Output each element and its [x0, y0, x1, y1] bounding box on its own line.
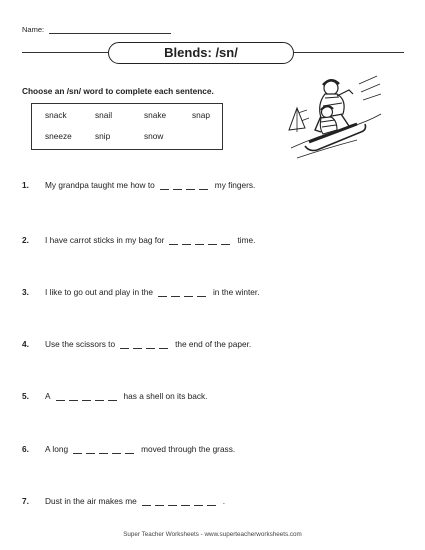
- letter-blank[interactable]: [207, 497, 216, 506]
- question-text-before: Use the scissors to: [45, 339, 116, 349]
- letter-blank[interactable]: [86, 445, 95, 454]
- question-text-before: My grandpa taught me how to: [45, 180, 155, 190]
- word-bank-item: snap: [192, 110, 210, 120]
- letter-blank[interactable]: [69, 392, 78, 401]
- word-bank-item: snip: [95, 131, 111, 141]
- letter-blank[interactable]: [159, 340, 168, 349]
- page-title: Blends: /sn/: [108, 42, 294, 64]
- question-text-after: .: [222, 496, 226, 506]
- letter-blank[interactable]: [160, 181, 169, 190]
- question-row: [22, 496, 225, 506]
- letter-blank[interactable]: [182, 236, 191, 245]
- letter-blank[interactable]: [171, 288, 180, 297]
- letter-blank[interactable]: [146, 340, 155, 349]
- question-text-before: A long: [45, 444, 69, 454]
- question-text-after: the end of the paper.: [175, 339, 252, 349]
- question-text-before: Dust in the air makes me: [45, 496, 137, 506]
- question-text-after: has a shell on its back.: [123, 391, 208, 401]
- footer: Super Teacher Worksheets - www.superteacherworksheets.com: [123, 531, 302, 538]
- answer-blanks[interactable]: [160, 181, 212, 190]
- letter-blank[interactable]: [199, 181, 208, 190]
- letter-blank[interactable]: [99, 445, 108, 454]
- letter-blank[interactable]: [120, 340, 129, 349]
- question-text-after: time.: [237, 235, 256, 245]
- name-line[interactable]: [49, 25, 171, 34]
- word-bank-item: sneeze: [45, 131, 72, 141]
- question-row: [22, 235, 255, 245]
- question-row: [22, 180, 255, 190]
- letter-blank[interactable]: [125, 445, 134, 454]
- letter-blank[interactable]: [173, 181, 182, 190]
- letter-blank[interactable]: [186, 181, 195, 190]
- question-text-before: I have carrot sticks in my bag for: [45, 235, 165, 245]
- instructions: Choose an /sn/ word to complete each sentence.: [22, 86, 214, 96]
- question-number: 1.: [22, 180, 29, 190]
- letter-blank[interactable]: [168, 497, 177, 506]
- question-text-before: I like to go out and play in the: [45, 287, 153, 297]
- letter-blank[interactable]: [73, 445, 82, 454]
- title-banner: [22, 42, 404, 64]
- question-row: [22, 391, 207, 401]
- question-number: 3.: [22, 287, 29, 297]
- question-number: 6.: [22, 444, 29, 454]
- letter-blank[interactable]: [181, 497, 190, 506]
- question-text-after: in the winter.: [212, 287, 260, 297]
- letter-blank[interactable]: [56, 392, 65, 401]
- letter-blank[interactable]: [82, 392, 91, 401]
- word-bank: [31, 103, 223, 150]
- question-row: [22, 339, 251, 349]
- question-row: [22, 287, 260, 297]
- question-number: 4.: [22, 339, 29, 349]
- letter-blank[interactable]: [169, 236, 178, 245]
- question-text-before: A: [45, 391, 51, 401]
- letter-blank[interactable]: [197, 288, 206, 297]
- letter-blank[interactable]: [221, 236, 230, 245]
- letter-blank[interactable]: [208, 236, 217, 245]
- letter-blank[interactable]: [112, 445, 121, 454]
- question-text-after: my fingers.: [214, 180, 256, 190]
- letter-blank[interactable]: [95, 392, 104, 401]
- answer-blanks[interactable]: [120, 340, 172, 349]
- letter-blank[interactable]: [158, 288, 167, 297]
- letter-blank[interactable]: [108, 392, 117, 401]
- word-bank-item: snake: [144, 110, 167, 120]
- name-row: [22, 25, 171, 34]
- word-bank-item: snack: [45, 110, 67, 120]
- letter-blank[interactable]: [133, 340, 142, 349]
- question-number: 7.: [22, 496, 29, 506]
- answer-blanks[interactable]: [142, 497, 220, 506]
- letter-blank[interactable]: [195, 236, 204, 245]
- sledding-children-icon: [287, 70, 382, 162]
- question-row: [22, 444, 235, 454]
- name-label: Name:: [22, 25, 45, 34]
- word-bank-item: snail: [95, 110, 113, 120]
- letter-blank[interactable]: [142, 497, 151, 506]
- question-number: 2.: [22, 235, 29, 245]
- word-bank-item: snow: [144, 131, 164, 141]
- letter-blank[interactable]: [155, 497, 164, 506]
- question-number: 5.: [22, 391, 29, 401]
- answer-blanks[interactable]: [56, 392, 121, 401]
- answer-blanks[interactable]: [169, 236, 234, 245]
- letter-blank[interactable]: [184, 288, 193, 297]
- answer-blanks[interactable]: [73, 445, 138, 454]
- question-text-after: moved through the grass.: [141, 444, 236, 454]
- letter-blank[interactable]: [194, 497, 203, 506]
- answer-blanks[interactable]: [158, 288, 210, 297]
